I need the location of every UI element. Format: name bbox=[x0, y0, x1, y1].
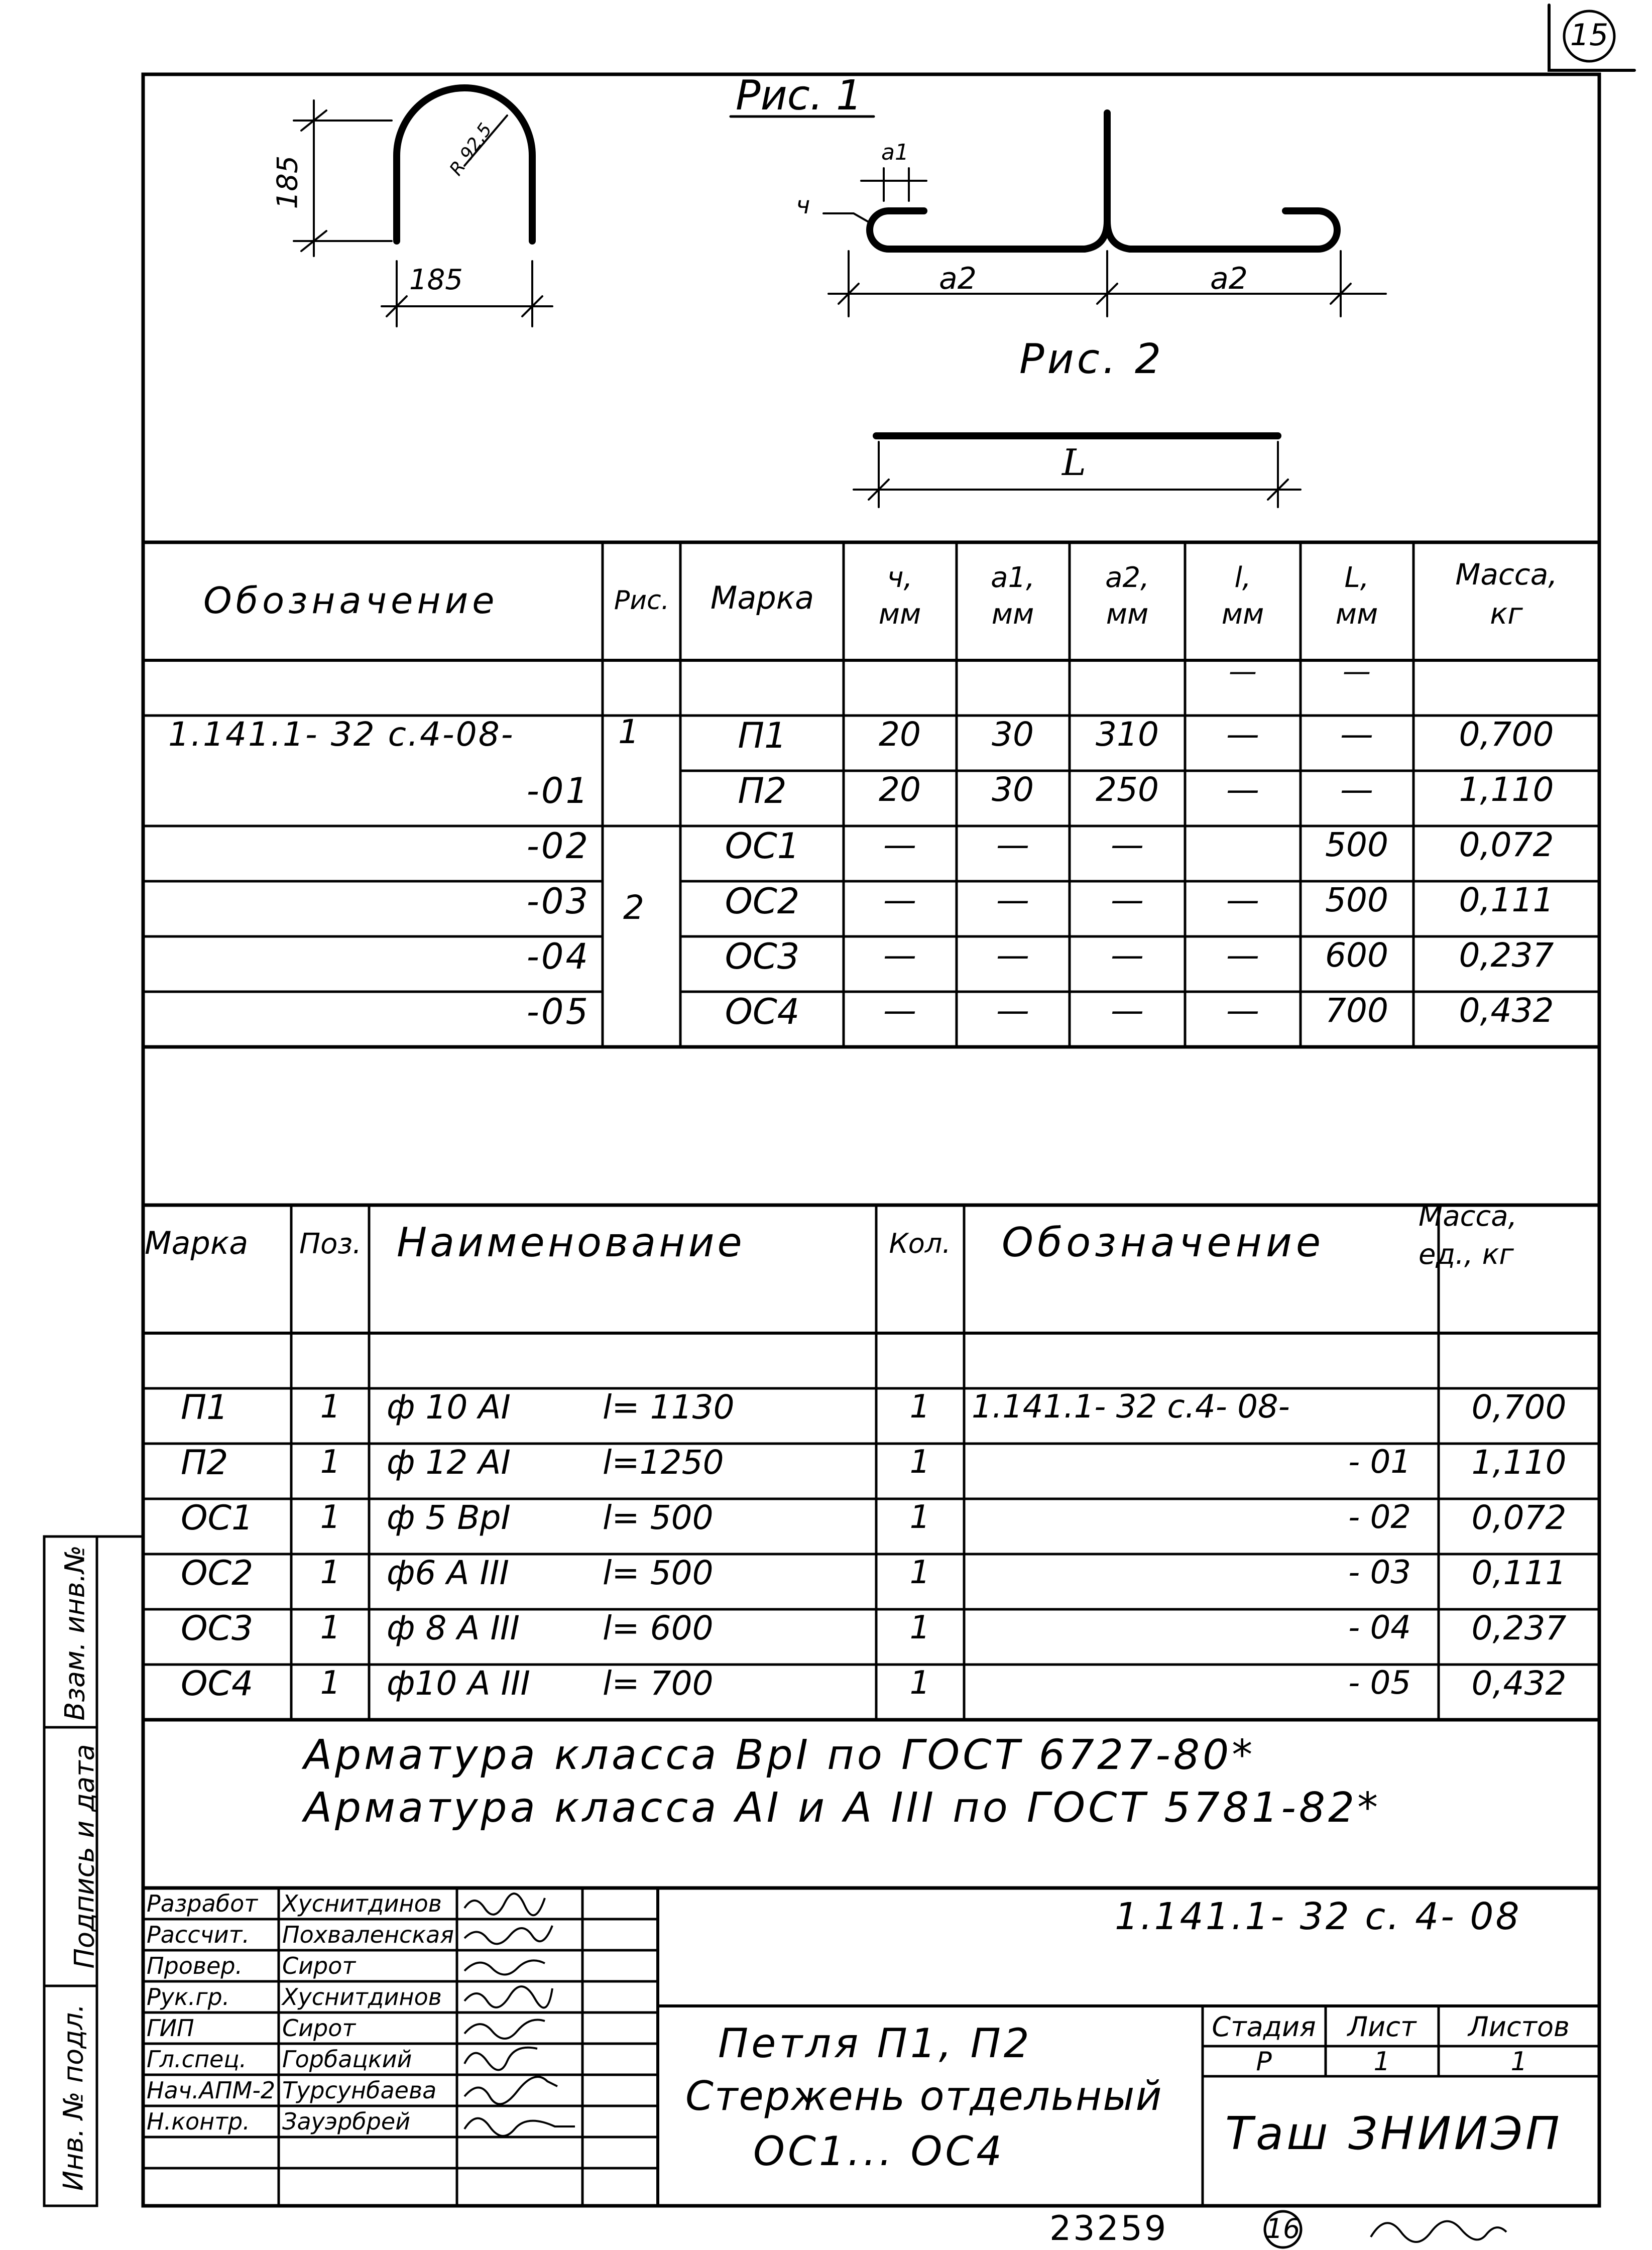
signature-name: Хуснитдинов bbox=[282, 1890, 442, 1917]
t1-row-a2: — bbox=[1111, 936, 1144, 975]
t1-row-c: 20 bbox=[879, 770, 921, 809]
t2-row-mark: П2 bbox=[181, 1443, 228, 1483]
fig2-a2-right-dim: a2 bbox=[1210, 261, 1248, 296]
t1-row-mass: 0,700 bbox=[1459, 715, 1554, 754]
t2-row-qty: 1 bbox=[909, 1665, 930, 1702]
t1-row-L: 500 bbox=[1325, 881, 1388, 919]
signature-role: Разработ bbox=[147, 1890, 258, 1917]
t2-row-designation: - 02 bbox=[1348, 1499, 1411, 1536]
fig2-label: Рис. 2 bbox=[1019, 335, 1164, 383]
signature-role: ГИП bbox=[147, 2015, 194, 2042]
t1-row-a2: 310 bbox=[1096, 715, 1159, 754]
fig3-L-dim: L bbox=[1062, 441, 1086, 484]
t2-row-length: l= 500 bbox=[603, 1498, 714, 1537]
t1-header-c: ч, мм bbox=[878, 561, 921, 631]
t2-row-qty: 1 bbox=[909, 1444, 930, 1481]
t1-row-designation: 1.141.1- 32 с.4-08- bbox=[168, 715, 515, 754]
t1-row-L: 500 bbox=[1325, 825, 1388, 864]
t2-row-name: ф 12 АI bbox=[387, 1443, 511, 1482]
stage-value: Р bbox=[1256, 2047, 1272, 2077]
t1-row-mass: 0,111 bbox=[1459, 881, 1554, 919]
sheets-value: 1 bbox=[1510, 2047, 1527, 2077]
note-line-2: Арматура класса АI и А III по ГОСТ 5781-82* bbox=[304, 1784, 1381, 1832]
t1-row-designation: -02 bbox=[526, 825, 590, 867]
fig1-width-dim: 185 bbox=[409, 264, 463, 296]
fig1-label: Рис. 1 bbox=[736, 72, 863, 120]
signature-name: Сирот bbox=[282, 2015, 356, 2042]
fig2-c-dim: ч bbox=[796, 191, 810, 219]
t1-top-dash-L: — bbox=[1343, 655, 1371, 688]
signature-name: Похваленская bbox=[282, 1921, 454, 1948]
t1-row-a1: — bbox=[996, 991, 1029, 1030]
t1-row-a2: — bbox=[1111, 991, 1144, 1030]
t2-row-designation: 1.141.1- 32 с.4- 08- bbox=[972, 1388, 1290, 1426]
next-sheet-number: 16 bbox=[1265, 2213, 1301, 2244]
t2-row-length: l= 500 bbox=[603, 1554, 714, 1592]
signature-name: Зауэрбрей bbox=[282, 2108, 411, 2135]
t1-row-mark: ОС3 bbox=[725, 936, 800, 977]
t1-row-mark: П1 bbox=[738, 715, 787, 756]
t2-header-name: Наименование bbox=[397, 1219, 745, 1266]
main-frame bbox=[143, 74, 1599, 2206]
t2-row-mass: 0,432 bbox=[1471, 1664, 1567, 1703]
t1-header-a2: a2, мм bbox=[1105, 561, 1149, 631]
t1-row-c: — bbox=[883, 936, 916, 975]
t1-row-mark: ОС1 bbox=[725, 825, 800, 867]
t2-header-mark: Марка bbox=[145, 1225, 249, 1261]
signature-name: Хуснитдинов bbox=[282, 1983, 442, 2010]
t2-row-mass: 1,110 bbox=[1471, 1443, 1567, 1482]
t2-row-qty: 1 bbox=[909, 1388, 930, 1426]
t1-row-l: — bbox=[1226, 881, 1259, 919]
t1-row-a2: — bbox=[1111, 881, 1144, 919]
t2-row-length: l= 1130 bbox=[603, 1388, 735, 1427]
title-line-2: Стержень отдельный bbox=[685, 2073, 1163, 2119]
t1-fig-value-1: 1 bbox=[618, 713, 639, 751]
t2-header-qty: Кол. bbox=[889, 1228, 951, 1259]
t2-row-qty: 1 bbox=[909, 1499, 930, 1536]
t1-row-a2: 250 bbox=[1096, 770, 1159, 809]
t2-row-name: ф 10 АI bbox=[387, 1388, 511, 1427]
t1-row-designation: -04 bbox=[526, 936, 590, 977]
t2-row-length: l= 600 bbox=[603, 1609, 714, 1647]
t2-row-mass: 0,072 bbox=[1471, 1498, 1567, 1537]
signature-role: Провер. bbox=[147, 1952, 243, 1979]
t1-row-c: — bbox=[883, 991, 916, 1030]
t1-row-L: 600 bbox=[1325, 936, 1388, 975]
t2-row-mass: 0,237 bbox=[1471, 1609, 1567, 1647]
t1-row-c: 20 bbox=[879, 715, 921, 754]
t1-row-c: — bbox=[883, 825, 916, 864]
t2-row-qty: 1 bbox=[909, 1554, 930, 1591]
sheets-label: Листов bbox=[1468, 2011, 1570, 2043]
t2-row-qty: 1 bbox=[909, 1609, 930, 1646]
t2-row-name: ф10 А III bbox=[387, 1664, 530, 1703]
t2-header-designation: Обозначение bbox=[1002, 1219, 1325, 1266]
signature-name: Сирот bbox=[282, 1952, 356, 1979]
signature-name: Турсунбаева bbox=[282, 2077, 437, 2104]
t1-row-mass: 0,432 bbox=[1459, 991, 1554, 1030]
t2-row-designation: - 01 bbox=[1348, 1444, 1411, 1481]
t2-row-mark: ОС2 bbox=[181, 1554, 254, 1593]
t2-row-mark: ОС3 bbox=[181, 1609, 254, 1648]
sheet-label: Лист bbox=[1347, 2011, 1417, 2043]
t1-row-mass: 0,237 bbox=[1459, 936, 1554, 975]
sheet-value: 1 bbox=[1373, 2047, 1390, 2077]
sheet-corner-number: 15 bbox=[1570, 18, 1609, 53]
t1-row-a1: — bbox=[996, 825, 1029, 864]
note-line-1: Арматура класса ВрI по ГОСТ 6727-80* bbox=[304, 1731, 1256, 1779]
t1-header-l: l, мм bbox=[1221, 561, 1264, 631]
t2-row-designation: - 04 bbox=[1348, 1609, 1411, 1646]
t1-top-dash-l: — bbox=[1229, 655, 1257, 688]
t1-header-fig: Рис. bbox=[614, 585, 670, 616]
t1-header-designation: Обозначение bbox=[203, 579, 499, 622]
title-line-1: Петля П1, П2 bbox=[718, 2020, 1032, 2067]
signature-role: Н.контр. bbox=[147, 2108, 250, 2135]
t1-row-a1: 30 bbox=[992, 715, 1034, 754]
fig1-height-dim: 185 bbox=[271, 155, 304, 209]
t2-row-mark: ОС4 bbox=[181, 1664, 254, 1704]
t1-row-L: — bbox=[1340, 770, 1373, 809]
t1-row-a1: — bbox=[996, 936, 1029, 975]
t1-header-L: L, мм bbox=[1335, 561, 1378, 631]
t2-header-mass: Масса, ед., кг bbox=[1419, 1200, 1517, 1271]
t1-row-a2: — bbox=[1111, 825, 1144, 864]
t2-row-length: l=1250 bbox=[603, 1443, 724, 1482]
signature-role: Гл.спец. bbox=[147, 2046, 247, 2073]
t2-row-designation: - 03 bbox=[1348, 1554, 1411, 1591]
archive-number: 23259 bbox=[1049, 2209, 1168, 2248]
t1-row-designation: -01 bbox=[526, 770, 590, 811]
signature-scribbles bbox=[464, 1893, 1506, 2242]
signature-name: Горбацкий bbox=[282, 2046, 412, 2073]
org-name: Таш ЗНИИЭП bbox=[1225, 2107, 1563, 2160]
t2-row-pos: 1 bbox=[320, 1444, 341, 1481]
signature-role: Рук.гр. bbox=[147, 1983, 230, 2010]
fig1-radius-dim: R 92,5 bbox=[445, 120, 497, 180]
t1-row-c: — bbox=[883, 881, 916, 919]
t1-row-L: — bbox=[1340, 715, 1373, 754]
t2-row-name: ф 8 А III bbox=[387, 1609, 520, 1647]
t2-row-pos: 1 bbox=[320, 1609, 341, 1646]
t2-row-pos: 1 bbox=[320, 1388, 341, 1426]
t1-row-l: — bbox=[1226, 715, 1259, 754]
t1-row-mark: ОС2 bbox=[725, 881, 800, 922]
t1-row-designation: -05 bbox=[526, 991, 590, 1032]
fig2-a1-dim: a1 bbox=[881, 140, 909, 165]
t1-fig-value-2: 2 bbox=[623, 888, 644, 927]
t2-row-pos: 1 bbox=[320, 1665, 341, 1702]
side-stamp-sign-date: Подпись и дата bbox=[68, 1744, 100, 1969]
fig2-a2-left-dim: a2 bbox=[939, 261, 977, 296]
t2-row-mass: 0,700 bbox=[1471, 1388, 1567, 1427]
t2-row-mark: ОС1 bbox=[181, 1498, 254, 1538]
t1-row-mass: 0,072 bbox=[1459, 825, 1554, 864]
t2-row-designation: - 05 bbox=[1348, 1665, 1411, 1702]
t1-row-designation: -03 bbox=[526, 881, 590, 922]
t1-row-l: — bbox=[1226, 936, 1259, 975]
t1-row-a1: — bbox=[996, 881, 1029, 919]
t1-row-mass: 1,110 bbox=[1459, 770, 1554, 809]
t2-row-mass: 0,111 bbox=[1471, 1554, 1567, 1592]
t2-header-pos: Поз. bbox=[299, 1228, 362, 1260]
t1-row-mark: П2 bbox=[738, 770, 787, 811]
t1-row-mark: ОС4 bbox=[725, 991, 800, 1032]
t2-row-pos: 1 bbox=[320, 1554, 341, 1591]
signature-role: Нач.АПМ-2 bbox=[147, 2077, 276, 2104]
t1-header-a1: a1, мм bbox=[991, 561, 1035, 631]
t2-row-pos: 1 bbox=[320, 1499, 341, 1536]
title-line-3: ОС1... ОС4 bbox=[753, 2128, 1005, 2175]
t2-row-name: ф 5 ВрI bbox=[387, 1498, 511, 1537]
t2-row-length: l= 700 bbox=[603, 1664, 714, 1703]
side-stamp-inv-mut: Взам. инв.№ bbox=[59, 1545, 91, 1721]
t1-row-L: 700 bbox=[1325, 991, 1388, 1030]
t2-row-mark: П1 bbox=[181, 1388, 228, 1428]
t1-row-l: — bbox=[1226, 991, 1259, 1030]
t1-header-mark: Марка bbox=[710, 579, 814, 616]
signature-role: Рассчит. bbox=[147, 1921, 250, 1948]
t1-header-mass: Масса, кг bbox=[1455, 557, 1558, 631]
stage-label: Стадия bbox=[1212, 2011, 1316, 2043]
side-stamp-inv-orig: Инв. № подл. bbox=[57, 2003, 89, 2191]
t1-row-l: — bbox=[1226, 770, 1259, 809]
t1-row-a1: 30 bbox=[992, 770, 1034, 809]
doc-code: 1.141.1- 32 с. 4- 08 bbox=[1115, 1895, 1521, 1938]
t2-row-name: ф6 А III bbox=[387, 1554, 509, 1592]
